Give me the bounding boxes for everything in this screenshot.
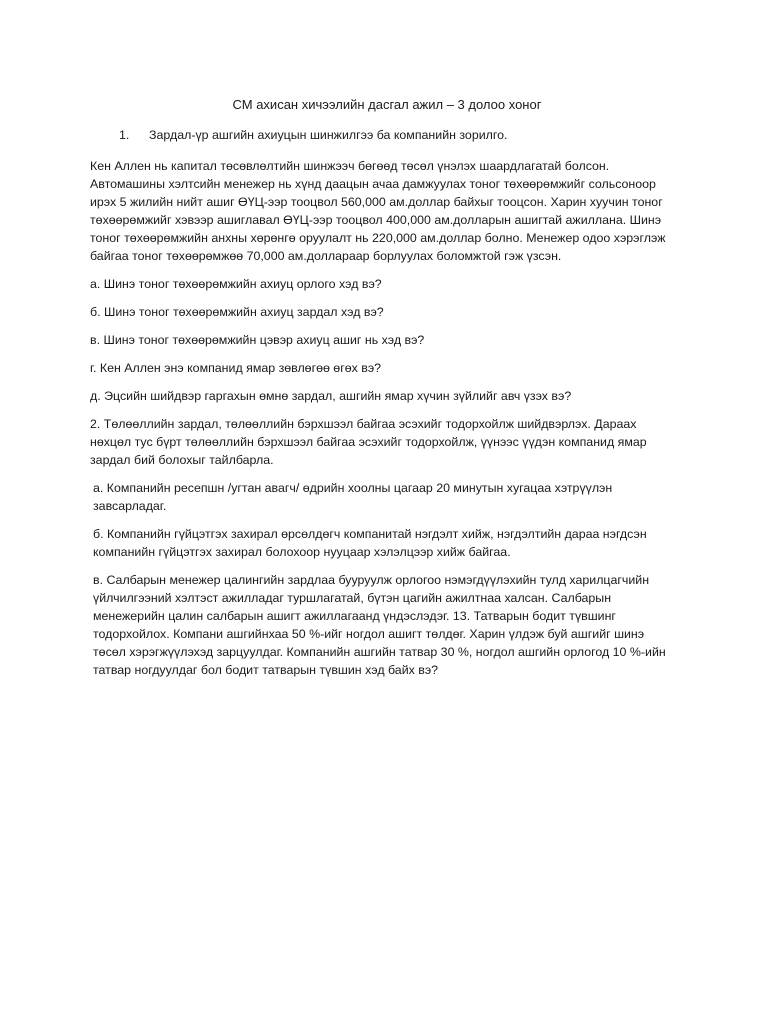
intro-paragraph: Кен Аллен нь капитал төсөвлөлтийн шинжээч бөгөөд төсөл үнэлэх шаардлагатай болсон. Автомашины хэлтсийн менежер нь хүнд даацын ачаа дамжуулах тоног төхөөрөмжийг сольсоноор ирэх 5 жилийн нийт ашиг ӨҮЦ-ээр тооцвол 560,000 ам.доллар байхыг тооцсон. Харин хуучин тоног төхөөрөмжийг хэвээр ашиглавал ӨҮЦ-ээр тооцвол 400,000 ам.долларын ашигтай ажиллана. Шинэ тоног төхөөрөмжийн анхны хөрөнгө оруулалт нь 220,000 ам.доллар болно. Менежер одоо хэрэглэж байгаа тоног төхөөрөмжөө 70,000 ам.доллараар борлуулах боломжтой гэж үзсэн. — [90, 159, 666, 263]
section-2-item-b: б. Компанийн гүйцэтгэх захирал өрсөлдөгч компанитай нэгдэлт хийж, нэгдэлтийн дараа нэгдсэн компанийн гүйцэтгэх захирал болохоор нууцаар хэлэлцээр хийж байгаа. — [93, 527, 647, 559]
question-v: в. Шинэ тоног төхөөрөмжийн цэвэр ахиуц ашиг нь хэд вэ? — [90, 333, 425, 347]
document-body — [90, 96, 680, 689]
question-a: а. Шинэ тоног төхөөрөмжийн ахиуц орлого хэд вэ? — [90, 277, 382, 291]
section-1-heading — [90, 126, 680, 144]
section-1-number: 1. — [119, 128, 130, 142]
section-2-paragraph: 2. Төлөөллийн зардал, төлөөллийн бэрхшээл байгаа эсэхийг тодорхойлж шийдвэрлэх. Дараах нөхцөл тус бүрт төлөөллийн бэрхшээл байгаа эсэхийг тодорхойлж, үүнээс үүдэн компанид ямар зардал бий болохыг тайлбарла. — [90, 417, 647, 467]
section-2-item-a: а. Компанийн ресепшн /угтан авагч/ өдрийн хоолны цагаар 20 минутын хугацаа хэтрүүлэн завсарладаг. — [93, 481, 613, 513]
question-g: г. Кен Аллен энэ компанид ямар зөвлөгөө өгөх вэ? — [90, 361, 382, 375]
document-title: СМ ахисан хичээлийн дасгал ажил – 3 долоо хоног — [232, 97, 542, 112]
question-d: д. Эцсийн шийдвэр гаргахын өмнө зардал, ашгийн ямар хүчин зүйлийг авч үзэх вэ? — [90, 389, 572, 403]
section-1-heading-text: Зардал-үр ашгийн ахиуцын шинжилгээ ба компанийн зорилго. — [149, 128, 508, 142]
section-2-item-v: в. Салбарын менежер цалингийн зардлаа бууруулж орлогоо нэмэгдүүлэхийн тулд харилцагчийн үйлчилгээний хэлтэст ажилладаг туршлагатай, бүтэн цагийн ажилтнаа халсан. Салбарын менежерийн цалин салбарын ашигт ажиллагаанд үндэслэдэг. 13. Татварын бодит түвшинг тодорхойлох. Компани ашгийнхаа 50 %-ийг ногдол ашигт төлдөг. Харин үлдэж буй ашгийг шинэ төсөл хэрэгжүүлэхэд зарцуулдаг. Компанийн ашгийн татвар 30 %, ногдол ашгийн орлогод 10 %-ийн татвар ногдуулдаг бол бодит татварын түвшин хэд байх вэ? — [93, 573, 666, 677]
question-b: б. Шинэ тоног төхөөрөмжийн ахиуц зардал хэд вэ? — [90, 305, 384, 319]
